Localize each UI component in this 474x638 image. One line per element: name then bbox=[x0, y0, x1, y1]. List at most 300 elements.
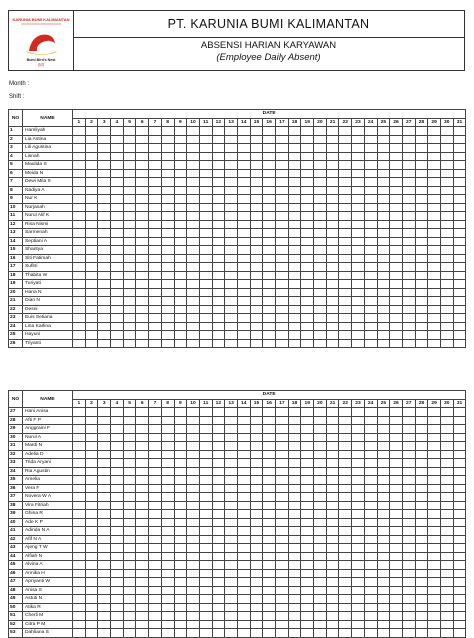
attendance-cell[interactable] bbox=[301, 408, 314, 417]
attendance-cell[interactable] bbox=[390, 493, 403, 502]
attendance-cell[interactable] bbox=[85, 144, 98, 153]
attendance-cell[interactable] bbox=[85, 442, 98, 451]
attendance-cell[interactable] bbox=[199, 450, 212, 459]
attendance-cell[interactable] bbox=[174, 220, 187, 229]
attendance-cell[interactable] bbox=[161, 288, 174, 297]
attendance-cell[interactable] bbox=[314, 212, 327, 221]
attendance-cell[interactable] bbox=[352, 578, 365, 587]
attendance-cell[interactable] bbox=[250, 493, 263, 502]
attendance-cell[interactable] bbox=[314, 339, 327, 348]
attendance-cell[interactable] bbox=[73, 620, 86, 629]
attendance-cell[interactable] bbox=[187, 569, 200, 578]
attendance-cell[interactable] bbox=[402, 246, 415, 255]
attendance-cell[interactable] bbox=[276, 544, 289, 553]
attendance-cell[interactable] bbox=[301, 127, 314, 136]
attendance-cell[interactable] bbox=[237, 144, 250, 153]
attendance-cell[interactable] bbox=[237, 612, 250, 621]
attendance-cell[interactable] bbox=[377, 501, 390, 510]
attendance-cell[interactable] bbox=[161, 476, 174, 485]
attendance-cell[interactable] bbox=[364, 552, 377, 561]
attendance-cell[interactable] bbox=[339, 220, 352, 229]
attendance-cell[interactable] bbox=[111, 127, 124, 136]
attendance-cell[interactable] bbox=[149, 544, 162, 553]
attendance-cell[interactable] bbox=[440, 237, 453, 246]
attendance-cell[interactable] bbox=[199, 586, 212, 595]
attendance-cell[interactable] bbox=[263, 178, 276, 187]
attendance-cell[interactable] bbox=[288, 569, 301, 578]
attendance-cell[interactable] bbox=[225, 237, 238, 246]
attendance-cell[interactable] bbox=[161, 169, 174, 178]
attendance-cell[interactable] bbox=[326, 586, 339, 595]
attendance-cell[interactable] bbox=[161, 305, 174, 314]
attendance-cell[interactable] bbox=[301, 467, 314, 476]
attendance-cell[interactable] bbox=[111, 195, 124, 204]
attendance-cell[interactable] bbox=[199, 331, 212, 340]
attendance-cell[interactable] bbox=[440, 408, 453, 417]
attendance-cell[interactable] bbox=[212, 620, 225, 629]
attendance-cell[interactable] bbox=[364, 408, 377, 417]
attendance-cell[interactable] bbox=[453, 195, 466, 204]
attendance-cell[interactable] bbox=[428, 305, 441, 314]
attendance-cell[interactable] bbox=[263, 586, 276, 595]
attendance-cell[interactable] bbox=[136, 612, 149, 621]
attendance-cell[interactable] bbox=[453, 229, 466, 238]
attendance-cell[interactable] bbox=[301, 246, 314, 255]
attendance-cell[interactable] bbox=[187, 586, 200, 595]
attendance-cell[interactable] bbox=[250, 586, 263, 595]
attendance-cell[interactable] bbox=[428, 127, 441, 136]
attendance-cell[interactable] bbox=[73, 314, 86, 323]
attendance-cell[interactable] bbox=[402, 442, 415, 451]
attendance-cell[interactable] bbox=[428, 586, 441, 595]
attendance-cell[interactable] bbox=[98, 569, 111, 578]
attendance-cell[interactable] bbox=[111, 322, 124, 331]
attendance-cell[interactable] bbox=[440, 144, 453, 153]
attendance-cell[interactable] bbox=[149, 433, 162, 442]
attendance-cell[interactable] bbox=[212, 416, 225, 425]
attendance-cell[interactable] bbox=[288, 271, 301, 280]
attendance-cell[interactable] bbox=[73, 195, 86, 204]
attendance-cell[interactable] bbox=[98, 629, 111, 638]
attendance-cell[interactable] bbox=[212, 322, 225, 331]
attendance-cell[interactable] bbox=[314, 493, 327, 502]
attendance-cell[interactable] bbox=[428, 510, 441, 519]
attendance-cell[interactable] bbox=[123, 476, 136, 485]
attendance-cell[interactable] bbox=[453, 603, 466, 612]
attendance-cell[interactable] bbox=[326, 476, 339, 485]
attendance-cell[interactable] bbox=[212, 442, 225, 451]
attendance-cell[interactable] bbox=[98, 297, 111, 306]
attendance-cell[interactable] bbox=[85, 280, 98, 289]
attendance-cell[interactable] bbox=[237, 561, 250, 570]
attendance-cell[interactable] bbox=[339, 433, 352, 442]
attendance-cell[interactable] bbox=[161, 578, 174, 587]
attendance-cell[interactable] bbox=[225, 544, 238, 553]
attendance-cell[interactable] bbox=[402, 493, 415, 502]
attendance-cell[interactable] bbox=[237, 578, 250, 587]
attendance-cell[interactable] bbox=[250, 408, 263, 417]
attendance-cell[interactable] bbox=[225, 144, 238, 153]
attendance-cell[interactable] bbox=[352, 263, 365, 272]
attendance-cell[interactable] bbox=[402, 161, 415, 170]
attendance-cell[interactable] bbox=[440, 442, 453, 451]
attendance-cell[interactable] bbox=[314, 161, 327, 170]
attendance-cell[interactable] bbox=[326, 603, 339, 612]
attendance-cell[interactable] bbox=[161, 331, 174, 340]
attendance-cell[interactable] bbox=[453, 178, 466, 187]
attendance-cell[interactable] bbox=[288, 195, 301, 204]
attendance-cell[interactable] bbox=[136, 442, 149, 451]
attendance-cell[interactable] bbox=[263, 544, 276, 553]
attendance-cell[interactable] bbox=[453, 297, 466, 306]
attendance-cell[interactable] bbox=[390, 501, 403, 510]
attendance-cell[interactable] bbox=[149, 561, 162, 570]
attendance-cell[interactable] bbox=[326, 433, 339, 442]
attendance-cell[interactable] bbox=[339, 237, 352, 246]
attendance-cell[interactable] bbox=[123, 186, 136, 195]
attendance-cell[interactable] bbox=[98, 169, 111, 178]
attendance-cell[interactable] bbox=[415, 178, 428, 187]
attendance-cell[interactable] bbox=[301, 561, 314, 570]
attendance-cell[interactable] bbox=[98, 535, 111, 544]
attendance-cell[interactable] bbox=[73, 552, 86, 561]
attendance-cell[interactable] bbox=[276, 322, 289, 331]
attendance-cell[interactable] bbox=[136, 586, 149, 595]
attendance-cell[interactable] bbox=[187, 178, 200, 187]
attendance-cell[interactable] bbox=[339, 246, 352, 255]
attendance-cell[interactable] bbox=[237, 135, 250, 144]
attendance-cell[interactable] bbox=[326, 612, 339, 621]
attendance-cell[interactable] bbox=[453, 161, 466, 170]
attendance-cell[interactable] bbox=[123, 305, 136, 314]
attendance-cell[interactable] bbox=[390, 127, 403, 136]
attendance-cell[interactable] bbox=[199, 544, 212, 553]
attendance-cell[interactable] bbox=[250, 425, 263, 434]
attendance-cell[interactable] bbox=[73, 527, 86, 536]
attendance-cell[interactable] bbox=[440, 467, 453, 476]
attendance-cell[interactable] bbox=[339, 263, 352, 272]
attendance-cell[interactable] bbox=[174, 603, 187, 612]
attendance-cell[interactable] bbox=[263, 510, 276, 519]
attendance-cell[interactable] bbox=[428, 169, 441, 178]
attendance-cell[interactable] bbox=[263, 144, 276, 153]
attendance-cell[interactable] bbox=[428, 501, 441, 510]
attendance-cell[interactable] bbox=[250, 416, 263, 425]
attendance-cell[interactable] bbox=[149, 339, 162, 348]
attendance-cell[interactable] bbox=[161, 297, 174, 306]
attendance-cell[interactable] bbox=[276, 416, 289, 425]
attendance-cell[interactable] bbox=[174, 161, 187, 170]
attendance-cell[interactable] bbox=[314, 603, 327, 612]
attendance-cell[interactable] bbox=[453, 152, 466, 161]
attendance-cell[interactable] bbox=[326, 595, 339, 604]
attendance-cell[interactable] bbox=[428, 135, 441, 144]
attendance-cell[interactable] bbox=[212, 263, 225, 272]
attendance-cell[interactable] bbox=[237, 288, 250, 297]
attendance-cell[interactable] bbox=[453, 510, 466, 519]
attendance-cell[interactable] bbox=[288, 331, 301, 340]
attendance-cell[interactable] bbox=[73, 229, 86, 238]
attendance-cell[interactable] bbox=[453, 322, 466, 331]
attendance-cell[interactable] bbox=[187, 425, 200, 434]
attendance-cell[interactable] bbox=[98, 433, 111, 442]
attendance-cell[interactable] bbox=[314, 425, 327, 434]
attendance-cell[interactable] bbox=[149, 569, 162, 578]
attendance-cell[interactable] bbox=[314, 288, 327, 297]
attendance-cell[interactable] bbox=[174, 484, 187, 493]
attendance-cell[interactable] bbox=[161, 314, 174, 323]
attendance-cell[interactable] bbox=[250, 620, 263, 629]
attendance-cell[interactable] bbox=[212, 586, 225, 595]
attendance-cell[interactable] bbox=[364, 442, 377, 451]
attendance-cell[interactable] bbox=[136, 433, 149, 442]
attendance-cell[interactable] bbox=[212, 331, 225, 340]
attendance-cell[interactable] bbox=[199, 152, 212, 161]
attendance-cell[interactable] bbox=[250, 169, 263, 178]
attendance-cell[interactable] bbox=[288, 595, 301, 604]
attendance-cell[interactable] bbox=[136, 493, 149, 502]
attendance-cell[interactable] bbox=[352, 186, 365, 195]
attendance-cell[interactable] bbox=[161, 271, 174, 280]
attendance-cell[interactable] bbox=[225, 629, 238, 638]
attendance-cell[interactable] bbox=[390, 612, 403, 621]
attendance-cell[interactable] bbox=[339, 280, 352, 289]
attendance-cell[interactable] bbox=[288, 459, 301, 468]
attendance-cell[interactable] bbox=[428, 220, 441, 229]
attendance-cell[interactable] bbox=[98, 246, 111, 255]
attendance-cell[interactable] bbox=[364, 595, 377, 604]
attendance-cell[interactable] bbox=[390, 629, 403, 638]
attendance-cell[interactable] bbox=[111, 620, 124, 629]
attendance-cell[interactable] bbox=[199, 408, 212, 417]
attendance-cell[interactable] bbox=[136, 518, 149, 527]
attendance-cell[interactable] bbox=[314, 569, 327, 578]
attendance-cell[interactable] bbox=[212, 178, 225, 187]
attendance-cell[interactable] bbox=[111, 501, 124, 510]
attendance-cell[interactable] bbox=[174, 212, 187, 221]
attendance-cell[interactable] bbox=[98, 510, 111, 519]
attendance-cell[interactable] bbox=[263, 569, 276, 578]
attendance-cell[interactable] bbox=[225, 416, 238, 425]
attendance-cell[interactable] bbox=[73, 178, 86, 187]
attendance-cell[interactable] bbox=[237, 178, 250, 187]
attendance-cell[interactable] bbox=[149, 288, 162, 297]
attendance-cell[interactable] bbox=[453, 442, 466, 451]
attendance-cell[interactable] bbox=[225, 186, 238, 195]
attendance-cell[interactable] bbox=[263, 459, 276, 468]
attendance-cell[interactable] bbox=[339, 135, 352, 144]
attendance-cell[interactable] bbox=[263, 595, 276, 604]
attendance-cell[interactable] bbox=[364, 425, 377, 434]
attendance-cell[interactable] bbox=[174, 450, 187, 459]
attendance-cell[interactable] bbox=[390, 518, 403, 527]
attendance-cell[interactable] bbox=[73, 569, 86, 578]
attendance-cell[interactable] bbox=[276, 535, 289, 544]
attendance-cell[interactable] bbox=[174, 314, 187, 323]
attendance-cell[interactable] bbox=[111, 416, 124, 425]
attendance-cell[interactable] bbox=[136, 535, 149, 544]
attendance-cell[interactable] bbox=[314, 263, 327, 272]
attendance-cell[interactable] bbox=[288, 467, 301, 476]
attendance-cell[interactable] bbox=[199, 339, 212, 348]
attendance-cell[interactable] bbox=[199, 433, 212, 442]
attendance-cell[interactable] bbox=[136, 339, 149, 348]
attendance-cell[interactable] bbox=[390, 169, 403, 178]
attendance-cell[interactable] bbox=[453, 493, 466, 502]
attendance-cell[interactable] bbox=[301, 220, 314, 229]
attendance-cell[interactable] bbox=[199, 629, 212, 638]
attendance-cell[interactable] bbox=[237, 212, 250, 221]
attendance-cell[interactable] bbox=[212, 425, 225, 434]
attendance-cell[interactable] bbox=[453, 586, 466, 595]
attendance-cell[interactable] bbox=[314, 195, 327, 204]
attendance-cell[interactable] bbox=[237, 237, 250, 246]
attendance-cell[interactable] bbox=[276, 254, 289, 263]
attendance-cell[interactable] bbox=[187, 501, 200, 510]
attendance-cell[interactable] bbox=[352, 518, 365, 527]
attendance-cell[interactable] bbox=[352, 476, 365, 485]
attendance-cell[interactable] bbox=[250, 263, 263, 272]
attendance-cell[interactable] bbox=[250, 484, 263, 493]
attendance-cell[interactable] bbox=[199, 561, 212, 570]
attendance-cell[interactable] bbox=[377, 561, 390, 570]
attendance-cell[interactable] bbox=[415, 586, 428, 595]
attendance-cell[interactable] bbox=[339, 535, 352, 544]
attendance-cell[interactable] bbox=[237, 127, 250, 136]
attendance-cell[interactable] bbox=[85, 331, 98, 340]
attendance-cell[interactable] bbox=[149, 144, 162, 153]
attendance-cell[interactable] bbox=[187, 169, 200, 178]
attendance-cell[interactable] bbox=[161, 561, 174, 570]
attendance-cell[interactable] bbox=[174, 229, 187, 238]
attendance-cell[interactable] bbox=[314, 203, 327, 212]
attendance-cell[interactable] bbox=[326, 195, 339, 204]
attendance-cell[interactable] bbox=[390, 535, 403, 544]
attendance-cell[interactable] bbox=[352, 322, 365, 331]
attendance-cell[interactable] bbox=[149, 586, 162, 595]
attendance-cell[interactable] bbox=[174, 331, 187, 340]
attendance-cell[interactable] bbox=[440, 561, 453, 570]
attendance-cell[interactable] bbox=[288, 484, 301, 493]
attendance-cell[interactable] bbox=[111, 518, 124, 527]
attendance-cell[interactable] bbox=[339, 144, 352, 153]
attendance-cell[interactable] bbox=[212, 493, 225, 502]
attendance-cell[interactable] bbox=[364, 569, 377, 578]
attendance-cell[interactable] bbox=[415, 152, 428, 161]
attendance-cell[interactable] bbox=[123, 246, 136, 255]
attendance-cell[interactable] bbox=[377, 322, 390, 331]
attendance-cell[interactable] bbox=[402, 552, 415, 561]
attendance-cell[interactable] bbox=[377, 161, 390, 170]
attendance-cell[interactable] bbox=[161, 527, 174, 536]
attendance-cell[interactable] bbox=[136, 595, 149, 604]
attendance-cell[interactable] bbox=[428, 467, 441, 476]
attendance-cell[interactable] bbox=[263, 237, 276, 246]
attendance-cell[interactable] bbox=[364, 476, 377, 485]
attendance-cell[interactable] bbox=[390, 561, 403, 570]
attendance-cell[interactable] bbox=[415, 612, 428, 621]
attendance-cell[interactable] bbox=[364, 195, 377, 204]
attendance-cell[interactable] bbox=[199, 416, 212, 425]
attendance-cell[interactable] bbox=[123, 586, 136, 595]
attendance-cell[interactable] bbox=[161, 152, 174, 161]
attendance-cell[interactable] bbox=[149, 152, 162, 161]
attendance-cell[interactable] bbox=[352, 331, 365, 340]
attendance-cell[interactable] bbox=[149, 484, 162, 493]
attendance-cell[interactable] bbox=[161, 161, 174, 170]
attendance-cell[interactable] bbox=[288, 212, 301, 221]
attendance-cell[interactable] bbox=[339, 518, 352, 527]
attendance-cell[interactable] bbox=[212, 595, 225, 604]
attendance-cell[interactable] bbox=[98, 476, 111, 485]
attendance-cell[interactable] bbox=[402, 220, 415, 229]
attendance-cell[interactable] bbox=[85, 203, 98, 212]
attendance-cell[interactable] bbox=[364, 127, 377, 136]
attendance-cell[interactable] bbox=[237, 518, 250, 527]
attendance-cell[interactable] bbox=[111, 552, 124, 561]
attendance-cell[interactable] bbox=[390, 620, 403, 629]
attendance-cell[interactable] bbox=[237, 501, 250, 510]
attendance-cell[interactable] bbox=[85, 561, 98, 570]
attendance-cell[interactable] bbox=[453, 535, 466, 544]
attendance-cell[interactable] bbox=[98, 229, 111, 238]
attendance-cell[interactable] bbox=[85, 246, 98, 255]
attendance-cell[interactable] bbox=[98, 603, 111, 612]
attendance-cell[interactable] bbox=[136, 195, 149, 204]
attendance-cell[interactable] bbox=[136, 212, 149, 221]
attendance-cell[interactable] bbox=[263, 203, 276, 212]
attendance-cell[interactable] bbox=[301, 535, 314, 544]
attendance-cell[interactable] bbox=[123, 493, 136, 502]
attendance-cell[interactable] bbox=[250, 612, 263, 621]
attendance-cell[interactable] bbox=[276, 603, 289, 612]
attendance-cell[interactable] bbox=[276, 510, 289, 519]
attendance-cell[interactable] bbox=[402, 331, 415, 340]
attendance-cell[interactable] bbox=[352, 297, 365, 306]
attendance-cell[interactable] bbox=[276, 152, 289, 161]
attendance-cell[interactable] bbox=[364, 246, 377, 255]
attendance-cell[interactable] bbox=[225, 467, 238, 476]
attendance-cell[interactable] bbox=[288, 246, 301, 255]
attendance-cell[interactable] bbox=[73, 510, 86, 519]
attendance-cell[interactable] bbox=[263, 322, 276, 331]
attendance-cell[interactable] bbox=[85, 476, 98, 485]
attendance-cell[interactable] bbox=[123, 450, 136, 459]
attendance-cell[interactable] bbox=[237, 331, 250, 340]
attendance-cell[interactable] bbox=[377, 195, 390, 204]
attendance-cell[interactable] bbox=[276, 297, 289, 306]
attendance-cell[interactable] bbox=[212, 135, 225, 144]
attendance-cell[interactable] bbox=[428, 178, 441, 187]
attendance-cell[interactable] bbox=[288, 152, 301, 161]
attendance-cell[interactable] bbox=[428, 561, 441, 570]
attendance-cell[interactable] bbox=[288, 220, 301, 229]
attendance-cell[interactable] bbox=[237, 527, 250, 536]
attendance-cell[interactable] bbox=[326, 322, 339, 331]
attendance-cell[interactable] bbox=[111, 331, 124, 340]
attendance-cell[interactable] bbox=[453, 450, 466, 459]
attendance-cell[interactable] bbox=[352, 280, 365, 289]
attendance-cell[interactable] bbox=[402, 195, 415, 204]
attendance-cell[interactable] bbox=[111, 578, 124, 587]
attendance-cell[interactable] bbox=[174, 442, 187, 451]
attendance-cell[interactable] bbox=[212, 433, 225, 442]
attendance-cell[interactable] bbox=[288, 578, 301, 587]
attendance-cell[interactable] bbox=[187, 144, 200, 153]
attendance-cell[interactable] bbox=[415, 297, 428, 306]
attendance-cell[interactable] bbox=[225, 263, 238, 272]
attendance-cell[interactable] bbox=[428, 212, 441, 221]
